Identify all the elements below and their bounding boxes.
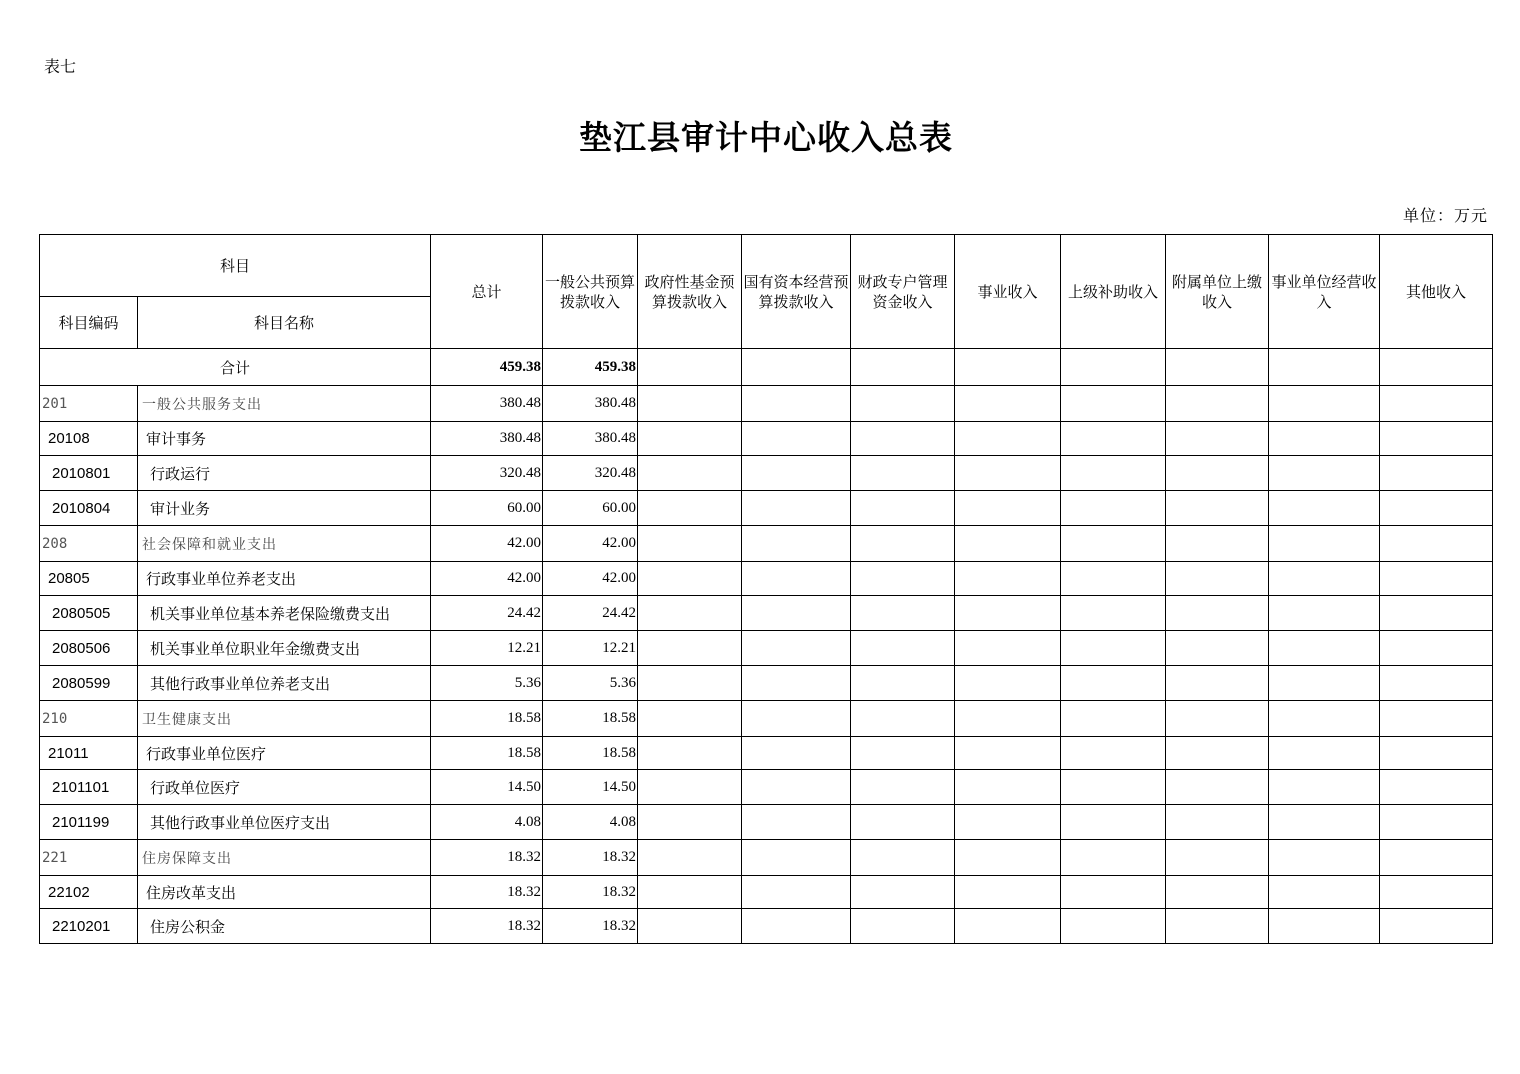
general-budget-value: 14.50 [543, 770, 638, 805]
total-value: 380.48 [431, 386, 543, 422]
empty-cell [955, 422, 1061, 456]
empty-cell [1380, 422, 1493, 456]
unit-label: 单位：万元 [1402, 206, 1488, 225]
empty-cell [955, 701, 1061, 737]
empty-cell [955, 876, 1061, 909]
empty-cell [638, 840, 742, 876]
subject-code: 208 [40, 526, 138, 562]
subject-name: 卫生健康支出 [138, 701, 431, 737]
header-gov-fund: 政府性基金预算拨款收入 [638, 235, 742, 349]
empty-cell [742, 526, 851, 562]
empty-cell [742, 422, 851, 456]
empty-cell [742, 737, 851, 770]
empty-cell [1380, 909, 1493, 944]
empty-cell [1061, 526, 1166, 562]
empty-cell [1166, 666, 1269, 701]
subject-name: 其他行政事业单位养老支出 [138, 666, 431, 701]
empty-cell [638, 909, 742, 944]
empty-cell [955, 770, 1061, 805]
empty-cell [851, 349, 955, 386]
subject-code: 20108 [40, 422, 138, 456]
general-budget-value: 18.58 [543, 737, 638, 770]
table-row [40, 737, 1493, 770]
empty-cell [1269, 491, 1380, 526]
empty-cell [1166, 596, 1269, 631]
total-value: 4.08 [431, 805, 543, 840]
empty-cell [1380, 631, 1493, 666]
table-row [40, 770, 1493, 805]
empty-cell [742, 805, 851, 840]
empty-cell [1269, 770, 1380, 805]
empty-cell [1166, 349, 1269, 386]
total-value: 18.32 [431, 876, 543, 909]
empty-cell [1380, 386, 1493, 422]
total-value: 380.48 [431, 422, 543, 456]
empty-cell [851, 386, 955, 422]
empty-cell [1166, 422, 1269, 456]
empty-cell [851, 770, 955, 805]
empty-cell [742, 349, 851, 386]
table-row [40, 491, 1493, 526]
subject-name: 行政运行 [138, 456, 431, 491]
empty-cell [955, 737, 1061, 770]
subject-code: 201 [40, 386, 138, 422]
table-row [40, 909, 1493, 944]
empty-cell [851, 526, 955, 562]
empty-cell [1061, 805, 1166, 840]
empty-cell [1166, 631, 1269, 666]
empty-cell [638, 596, 742, 631]
general-budget-value: 380.48 [543, 386, 638, 422]
table-row [40, 805, 1493, 840]
empty-cell [742, 909, 851, 944]
empty-cell [638, 631, 742, 666]
subject-name: 住房改革支出 [138, 876, 431, 909]
empty-cell [1166, 909, 1269, 944]
empty-cell [1269, 701, 1380, 737]
empty-cell [851, 876, 955, 909]
subject-name: 审计业务 [138, 491, 431, 526]
subject-code: 2080506 [40, 631, 138, 666]
subject-code: 21011 [40, 737, 138, 770]
empty-cell [851, 737, 955, 770]
total-label: 合计 [40, 349, 431, 386]
empty-cell [1061, 876, 1166, 909]
empty-cell [638, 386, 742, 422]
table-row [40, 456, 1493, 491]
empty-cell [955, 456, 1061, 491]
empty-cell [1061, 909, 1166, 944]
header-business: 事业收入 [955, 235, 1061, 349]
empty-cell [742, 386, 851, 422]
table-body [40, 349, 1493, 944]
header-name: 科目名称 [138, 297, 431, 349]
total-value: 18.58 [431, 701, 543, 737]
empty-cell [955, 840, 1061, 876]
empty-cell [1061, 840, 1166, 876]
empty-cell [1166, 805, 1269, 840]
total-value: 42.00 [431, 526, 543, 562]
empty-cell [638, 491, 742, 526]
subject-code: 2101101 [40, 770, 138, 805]
empty-cell [1380, 562, 1493, 596]
general-budget-value: 18.32 [543, 840, 638, 876]
header-state-capital: 国有资本经营预算拨款收入 [742, 235, 851, 349]
total-general-budget: 459.38 [543, 349, 638, 386]
empty-cell [1061, 386, 1166, 422]
empty-cell [955, 631, 1061, 666]
empty-cell [851, 840, 955, 876]
header-special-fund: 财政专户管理资金收入 [851, 235, 955, 349]
header-code: 科目编码 [40, 297, 138, 349]
general-budget-value: 42.00 [543, 562, 638, 596]
empty-cell [851, 631, 955, 666]
empty-cell [638, 876, 742, 909]
empty-cell [742, 701, 851, 737]
subject-name: 行政事业单位养老支出 [138, 562, 431, 596]
empty-cell [851, 596, 955, 631]
total-row [40, 349, 1493, 386]
empty-cell [851, 491, 955, 526]
total-value: 18.32 [431, 840, 543, 876]
subject-code: 20805 [40, 562, 138, 596]
empty-cell [638, 666, 742, 701]
empty-cell [955, 526, 1061, 562]
total-value: 14.50 [431, 770, 543, 805]
empty-cell [1166, 526, 1269, 562]
empty-cell [1061, 631, 1166, 666]
empty-cell [1380, 805, 1493, 840]
total-value: 18.32 [431, 909, 543, 944]
empty-cell [1166, 701, 1269, 737]
general-budget-value: 320.48 [543, 456, 638, 491]
empty-cell [742, 840, 851, 876]
empty-cell [1380, 770, 1493, 805]
empty-cell [851, 562, 955, 596]
empty-cell [1061, 456, 1166, 491]
empty-cell [851, 422, 955, 456]
table-number: 表七 [44, 57, 77, 76]
empty-cell [1269, 876, 1380, 909]
table-row [40, 562, 1493, 596]
empty-cell [1166, 386, 1269, 422]
empty-cell [1380, 666, 1493, 701]
empty-cell [742, 562, 851, 596]
empty-cell [1380, 876, 1493, 909]
subject-name: 住房保障支出 [138, 840, 431, 876]
empty-cell [1061, 701, 1166, 737]
subject-code: 2210201 [40, 909, 138, 944]
empty-cell [955, 805, 1061, 840]
general-budget-value: 24.42 [543, 596, 638, 631]
empty-cell [1380, 701, 1493, 737]
empty-cell [1269, 526, 1380, 562]
subject-name: 一般公共服务支出 [138, 386, 431, 422]
empty-cell [851, 701, 955, 737]
empty-cell [851, 909, 955, 944]
subject-code: 2101199 [40, 805, 138, 840]
subject-code: 2010804 [40, 491, 138, 526]
empty-cell [638, 562, 742, 596]
empty-cell [742, 770, 851, 805]
empty-cell [1061, 562, 1166, 596]
table-row [40, 876, 1493, 909]
header-subject: 科目 [40, 235, 431, 297]
empty-cell [638, 526, 742, 562]
table-row [40, 631, 1493, 666]
general-budget-value: 18.58 [543, 701, 638, 737]
empty-cell [955, 491, 1061, 526]
empty-cell [1380, 737, 1493, 770]
empty-cell [955, 666, 1061, 701]
table-row [40, 526, 1493, 562]
subject-name: 机关事业单位职业年金缴费支出 [138, 631, 431, 666]
subject-code: 22102 [40, 876, 138, 909]
empty-cell [638, 737, 742, 770]
empty-cell [1061, 737, 1166, 770]
empty-cell [1380, 491, 1493, 526]
subject-name: 机关事业单位基本养老保险缴费支出 [138, 596, 431, 631]
empty-cell [1269, 349, 1380, 386]
total-value: 459.38 [431, 349, 543, 386]
total-value: 24.42 [431, 596, 543, 631]
empty-cell [1166, 491, 1269, 526]
empty-cell [1269, 737, 1380, 770]
table-row [40, 422, 1493, 456]
table-row [40, 840, 1493, 876]
empty-cell [955, 386, 1061, 422]
total-value: 42.00 [431, 562, 543, 596]
empty-cell [955, 909, 1061, 944]
empty-cell [1269, 666, 1380, 701]
total-value: 12.21 [431, 631, 543, 666]
empty-cell [851, 805, 955, 840]
empty-cell [1380, 456, 1493, 491]
total-value: 18.58 [431, 737, 543, 770]
empty-cell [1061, 666, 1166, 701]
subject-name: 行政单位医疗 [138, 770, 431, 805]
general-budget-value: 12.21 [543, 631, 638, 666]
empty-cell [742, 596, 851, 631]
total-value: 60.00 [431, 491, 543, 526]
empty-cell [742, 456, 851, 491]
header-operating: 事业单位经营收入 [1269, 235, 1380, 349]
header-total: 总计 [431, 235, 543, 349]
empty-cell [1269, 805, 1380, 840]
empty-cell [851, 456, 955, 491]
subject-name: 行政事业单位医疗 [138, 737, 431, 770]
empty-cell [1269, 562, 1380, 596]
empty-cell [1380, 349, 1493, 386]
header-general-budget: 一般公共预算拨款收入 [543, 235, 638, 349]
subject-code: 2080599 [40, 666, 138, 701]
empty-cell [638, 349, 742, 386]
empty-cell [742, 876, 851, 909]
empty-cell [1269, 631, 1380, 666]
general-budget-value: 380.48 [543, 422, 638, 456]
page-title: 垫江县审计中心收入总表 [579, 118, 953, 157]
table-row [40, 701, 1493, 737]
empty-cell [1061, 596, 1166, 631]
header-affiliated: 附属单位上缴收入 [1166, 235, 1269, 349]
general-budget-value: 60.00 [543, 491, 638, 526]
empty-cell [1166, 737, 1269, 770]
subject-name: 审计事务 [138, 422, 431, 456]
empty-cell [1061, 770, 1166, 805]
empty-cell [742, 666, 851, 701]
empty-cell [955, 596, 1061, 631]
total-value: 5.36 [431, 666, 543, 701]
total-value: 320.48 [431, 456, 543, 491]
empty-cell [638, 456, 742, 491]
empty-cell [955, 349, 1061, 386]
empty-cell [1269, 596, 1380, 631]
empty-cell [638, 701, 742, 737]
subject-name: 住房公积金 [138, 909, 431, 944]
empty-cell [1380, 840, 1493, 876]
general-budget-value: 18.32 [543, 909, 638, 944]
empty-cell [1061, 491, 1166, 526]
empty-cell [851, 666, 955, 701]
empty-cell [1380, 526, 1493, 562]
empty-cell [1380, 596, 1493, 631]
empty-cell [742, 631, 851, 666]
subject-code: 210 [40, 701, 138, 737]
subject-code: 221 [40, 840, 138, 876]
subject-code: 2010801 [40, 456, 138, 491]
subject-name: 社会保障和就业支出 [138, 526, 431, 562]
table-row [40, 596, 1493, 631]
income-summary-table [39, 234, 1493, 944]
subject-name: 其他行政事业单位医疗支出 [138, 805, 431, 840]
empty-cell [1269, 909, 1380, 944]
empty-cell [638, 422, 742, 456]
empty-cell [1269, 840, 1380, 876]
empty-cell [1269, 456, 1380, 491]
empty-cell [1166, 770, 1269, 805]
general-budget-value: 18.32 [543, 876, 638, 909]
empty-cell [1166, 456, 1269, 491]
empty-cell [1061, 349, 1166, 386]
empty-cell [1061, 422, 1166, 456]
empty-cell [1269, 422, 1380, 456]
empty-cell [638, 805, 742, 840]
table-row [40, 386, 1493, 422]
general-budget-value: 5.36 [543, 666, 638, 701]
table-row [40, 666, 1493, 701]
empty-cell [1166, 562, 1269, 596]
subject-code: 2080505 [40, 596, 138, 631]
empty-cell [1269, 386, 1380, 422]
empty-cell [742, 491, 851, 526]
general-budget-value: 4.08 [543, 805, 638, 840]
empty-cell [638, 770, 742, 805]
empty-cell [1166, 876, 1269, 909]
header-other: 其他收入 [1380, 235, 1493, 349]
empty-cell [955, 562, 1061, 596]
header-superior-subsidy: 上级补助收入 [1061, 235, 1166, 349]
general-budget-value: 42.00 [543, 526, 638, 562]
empty-cell [1166, 840, 1269, 876]
